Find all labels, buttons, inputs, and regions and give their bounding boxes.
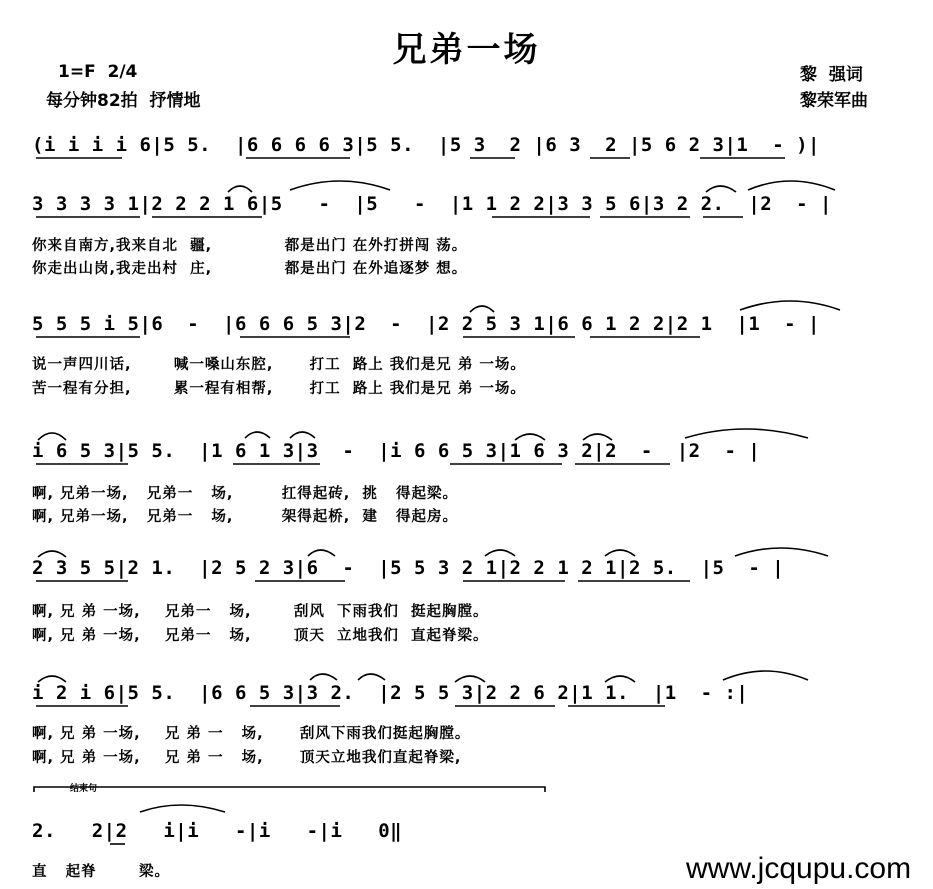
lyric-line-4-verse-1: 啊, 兄 弟 一场, 兄弟一 场, 刮风 下雨我们 挺起胸膛。 [32, 604, 489, 620]
notation-line-2: 5 5 5 i 5|6 - |6 6 6 5 3|2 - |2 2 5 3 1|6 6 1 2 2|2 1 |1 - | [32, 313, 820, 335]
slur [358, 674, 385, 680]
slur [308, 550, 335, 556]
slur [228, 186, 252, 192]
slur [706, 186, 736, 192]
lyric-line-3-verse-1: 啊, 兄弟一场, 兄弟一 场, 扛得起砖, 挑 得起梁。 [32, 486, 458, 502]
lyricist-credit: 黎 强词 [800, 65, 863, 85]
slur [245, 432, 270, 438]
lyric-line-1-verse-1: 你来自南方,我来自北 疆, 都是出门 在外打拼闯 荡。 [32, 238, 468, 254]
slur [748, 181, 835, 190]
slur [485, 550, 515, 556]
notation-line-5: i 2 i 6|5 5. |6 6 5 3|3 2. |2 5 5 3|2 2 6 2|1 1. |1 - :| [32, 682, 749, 704]
slur [685, 429, 808, 438]
slur [310, 674, 337, 680]
lyric-line-1-verse-2: 你走出山岗,我走出村 庄, 都是出门 在外追逐梦 想。 [32, 261, 468, 277]
lyric-line-5-verse-2: 啊, 兄 弟 一场, 兄 弟 一 场, 顶天立地我们直起脊梁, [32, 750, 462, 766]
slur [723, 671, 808, 680]
song-title: 兄弟一场 [392, 30, 541, 70]
slur [290, 432, 315, 438]
lyric-line-2-verse-1: 说一声四川话, 喊一嗓山东腔, 打工 路上 我们是兄 弟 一场。 [32, 357, 526, 373]
notation-line-3: i 6 5 3|5 5. |1 6 1 3|3 - |i 6 6 5 3|1 6 3 2|2 - |2 - | [32, 440, 761, 462]
slur [140, 805, 225, 812]
lyric-line-3-verse-2: 啊, 兄弟一场, 兄弟一 场, 架得起桥, 建 得起房。 [32, 509, 458, 525]
slur [735, 548, 828, 556]
coda-label: 结束句 [70, 784, 98, 794]
lyric-line-2-verse-2: 苦一程有分担, 累一程有相帮, 打工 路上 我们是兄 弟 一场。 [32, 381, 526, 397]
notation-line-1: 3 3 3 3 1|2 2 2 1 6|5 - |5 - |1 1 2 2|3 3 5 6|3 2 2. |2 - | [32, 193, 832, 215]
lyric-line-4-verse-2: 啊, 兄 弟 一场, 兄弟一 场, 顶天 立地我们 直起脊梁。 [32, 628, 489, 644]
slur [290, 181, 390, 190]
notation-line-4: 2 3 5 5|2 1. |2 5 2 3|6 - |5 5 3 2 1|2 2 1 2 1|2 5. |5 - | [32, 557, 785, 579]
watermark: www.jcqupu.com [686, 852, 912, 885]
notation-line-coda: 2. 2|2 i|i -|i -|i 0‖ [32, 820, 403, 842]
lyric-line-coda: 直 起脊 梁。 [32, 864, 170, 880]
slur [605, 550, 635, 556]
notation-line-intro: (i i i i 6|5 5. |6 6 6 6 3|5 5. |5 3 2 |6 3 2 |5 6 2 3|1 - )| [32, 134, 820, 156]
lyric-line-5-verse-1: 啊, 兄 弟 一场, 兄 弟 一 场, 刮风下雨我们挺起胸膛。 [32, 726, 471, 742]
tempo-marking: 每分钟82拍 抒情地 [46, 91, 201, 111]
coda-bracket [34, 787, 545, 792]
slur [470, 306, 494, 312]
slur [740, 301, 840, 310]
key-time-signature: 1=F 2/4 [58, 62, 138, 82]
slur [38, 433, 66, 440]
composer-credit: 黎荣军曲 [800, 91, 868, 111]
